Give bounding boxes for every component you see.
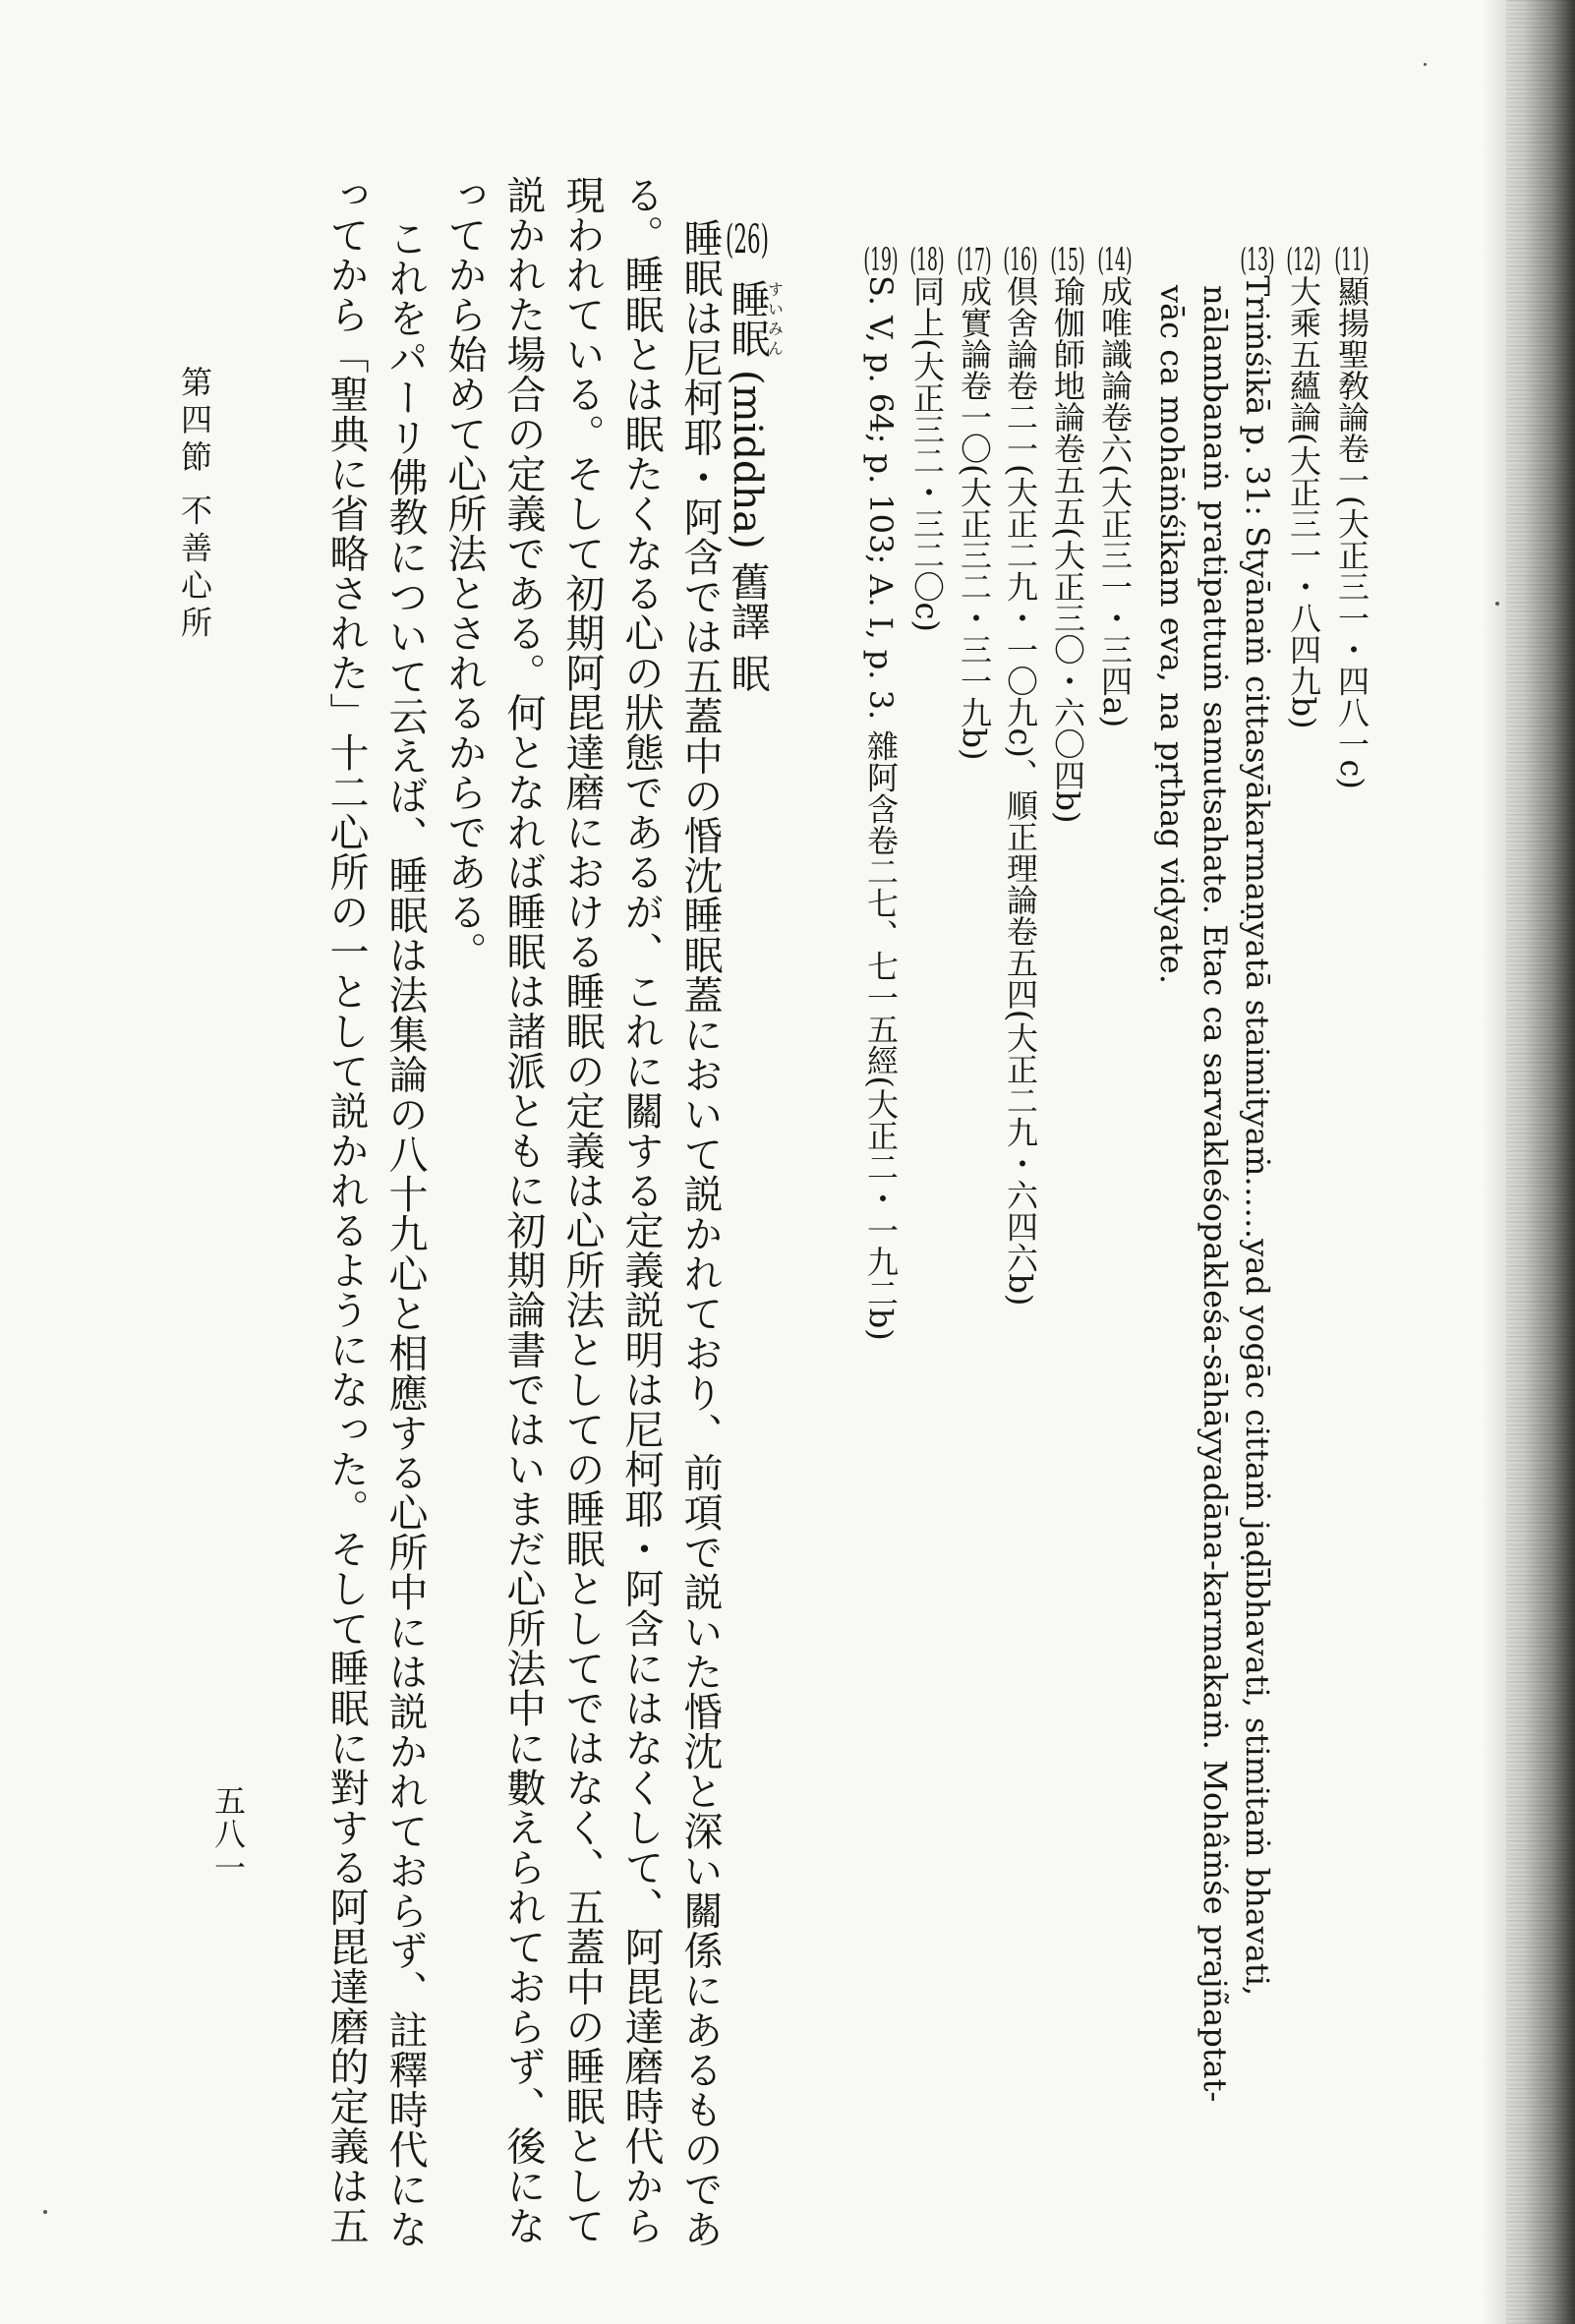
note-13-cont-2: vāc ca mohāṁśikam eva, na pṛthag vidyate. <box>1153 285 1191 984</box>
running-footer: 第四節 不善心所 <box>176 366 213 644</box>
body-line-3: 現われている。そして初期阿毘達磨における睡眠の定義は心所法としての睡眠としてではなく、五蓋中の睡眠として <box>559 175 605 2245</box>
page-edge-texture <box>1506 0 1575 2324</box>
body-line-7: ってから「聖典に省略された」十二心所の一として説かれるようになった。そして睡眠に對する阿毘達磨的定義は五 <box>323 175 369 2245</box>
note-13-cont-1: nālambanaṁ pratipattuṁ samutsahate. Etac ca sarvakleśopakleśa-sāhāyyadāna-karmakaṁ. Mohâṁśe prajñaptat- <box>1196 285 1234 2103</box>
scan-speck <box>43 2210 47 2214</box>
note-13: (13)Triṁśikā p. 31: Styānaṁ cittasyākarmaṇyatā staimityaṁ……yad yogāc cittaṁ jaḍībhavati, stimitaṁ bhavati, <box>1239 244 1276 1997</box>
note-18: (18)同上(大正三二・三二〇c) <box>908 244 946 632</box>
body-line-4: 説かれた場合の定義である。何となれば睡眠は諸派ともに初期論書ではいまだ心所法中に數えられておらず、後にな <box>500 175 546 2245</box>
note-19: (19)S. V, p. 64; p. 103; A. I, p. 3. 雜阿含卷二七、七一五經(大正二・一九二b) <box>862 244 900 1341</box>
note-16: (16)倶舍論卷二一(大正二九・一〇九c)、順正理論卷五四(大正二九・六四六b) <box>1002 244 1039 1307</box>
note-11: (11)顯揚聖敎論卷一(大正三一・四八一c) <box>1333 244 1371 789</box>
body-line-2: る。睡眠とは眠たくなる心の狀態であるが、これに關する定義説明は尼柯耶・阿含にはなくして、阿毘達磨時代から <box>618 175 664 2245</box>
section-number: (26) <box>726 220 769 260</box>
body-line-1: 睡眠は尼柯耶・阿含では五蓋中の惛沈睡眠蓋において説かれており、前項で説いた惛沈と深い關係にあるものであ <box>677 218 723 2249</box>
note-15: (15)瑜伽師地論卷五五(大正三〇・六〇四b) <box>1049 244 1086 824</box>
section-heading <box>725 220 785 693</box>
heading-rest: (middha) 舊譯 眠 <box>725 370 770 693</box>
note-17: (17)成實論卷一〇(大正三二・三一九b) <box>956 244 993 761</box>
note-14: (14)成唯識論卷六(大正三一・三四a) <box>1096 244 1134 728</box>
body-line-6: これをパーリ佛教について云えば、睡眠は法集論の八十九心と相應する心所中には説かれておらず、註釋時代にな <box>382 218 428 2249</box>
scan-speck <box>1424 63 1427 66</box>
page-number: 五八一 <box>209 1784 247 1885</box>
note-12: (12)大乘五蘊論(大正三一・八四九b) <box>1285 244 1322 729</box>
heading-term: 睡眠すいみん <box>725 279 785 358</box>
body-line-5: ってから始めて心所法とされるからである。 <box>441 175 487 971</box>
scan-speck <box>1495 602 1499 606</box>
